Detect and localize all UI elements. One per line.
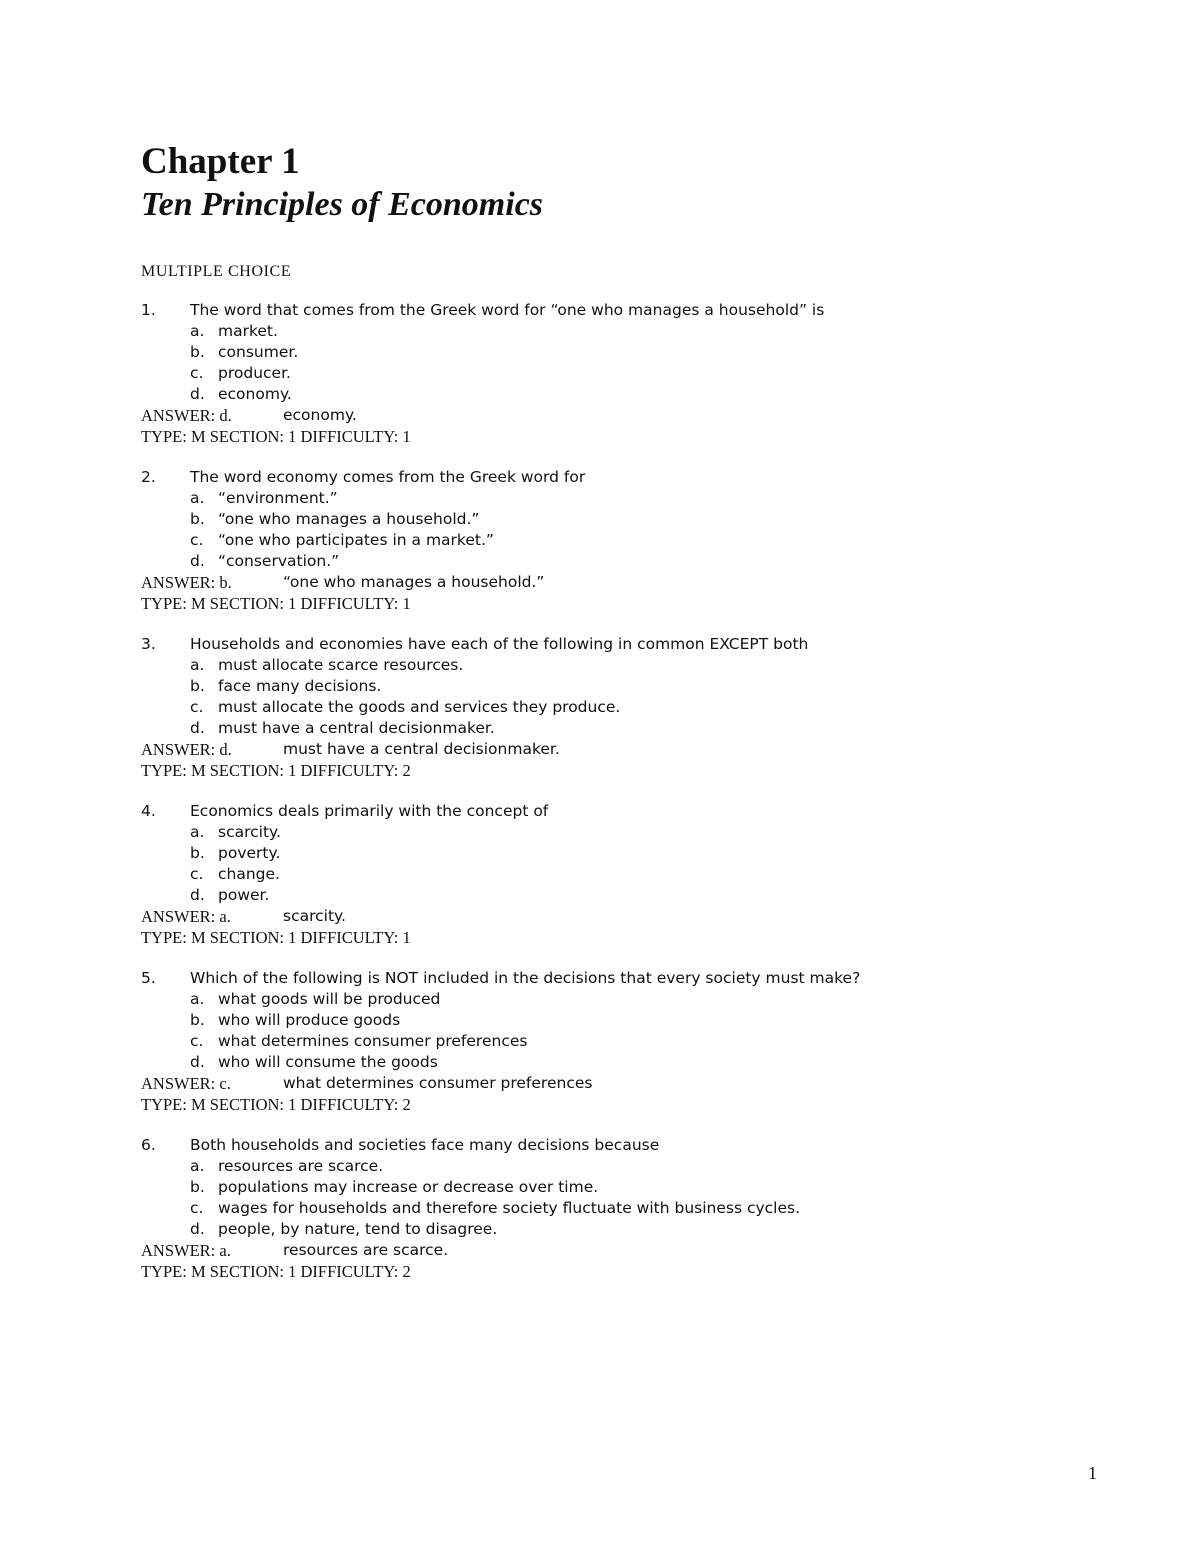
option-letter: a. [190, 489, 205, 507]
option-text: must allocate scarce resources. [218, 656, 464, 674]
option-letter: a. [190, 656, 205, 674]
type-line: TYPE: M SECTION: 1 DIFFICULTY: 2 [141, 1095, 411, 1114]
option-a [141, 1156, 1041, 1177]
answer-text: must have a central decisionmaker. [283, 740, 560, 758]
answer-label: ANSWER: d. [141, 740, 232, 759]
option-d [141, 1219, 1041, 1240]
option-c [141, 697, 1041, 718]
question-stem: Which of the following is NOT included in the decisions that every society must make? [190, 969, 861, 987]
option-text: power. [218, 886, 270, 904]
question-stem-line [141, 634, 1041, 655]
option-text: what goods will be produced [218, 990, 441, 1008]
option-text: must allocate the goods and services they produce. [218, 698, 621, 716]
question-number: 3. [141, 635, 156, 653]
type-line: TYPE: M SECTION: 1 DIFFICULTY: 2 [141, 761, 411, 780]
option-letter: b. [190, 677, 205, 695]
question-2 [141, 467, 1041, 614]
question-4 [141, 801, 1041, 948]
option-text: “environment.” [218, 489, 338, 507]
option-c [141, 1031, 1041, 1052]
option-text: consumer. [218, 343, 299, 361]
answer-line [141, 906, 1041, 927]
question-number: 5. [141, 969, 156, 987]
chapter-title: Chapter 1 [141, 141, 300, 182]
option-b [141, 676, 1041, 697]
section-heading: MULTIPLE CHOICE [141, 263, 292, 280]
option-letter: b. [190, 1011, 205, 1029]
option-d [141, 551, 1041, 572]
question-6 [141, 1135, 1041, 1282]
option-a [141, 321, 1041, 342]
option-text: “one who participates in a market.” [218, 531, 494, 549]
option-text: change. [218, 865, 280, 883]
question-stem: Households and economies have each of the following in common EXCEPT both [190, 635, 809, 653]
chapter-subtitle: Ten Principles of Economics [141, 186, 544, 223]
answer-text: “one who manages a household.” [283, 573, 545, 591]
option-letter: a. [190, 823, 205, 841]
page-number: 1 [1088, 1463, 1097, 1483]
type-line: TYPE: M SECTION: 1 DIFFICULTY: 1 [141, 427, 411, 446]
option-text: face many decisions. [218, 677, 382, 695]
option-letter: c. [190, 865, 204, 883]
question-stem-line [141, 467, 1041, 488]
option-a [141, 989, 1041, 1010]
option-text: resources are scarce. [218, 1157, 384, 1175]
option-letter: a. [190, 322, 205, 340]
option-text: poverty. [218, 844, 281, 862]
question-stem: Both households and societies face many decisions because [190, 1136, 660, 1154]
option-letter: b. [190, 1178, 205, 1196]
option-b [141, 843, 1041, 864]
answer-line [141, 405, 1041, 426]
option-d [141, 384, 1041, 405]
option-letter: a. [190, 990, 205, 1008]
question-stem: The word economy comes from the Greek word for [190, 468, 586, 486]
answer-line [141, 1240, 1041, 1261]
answer-line [141, 739, 1041, 760]
option-d [141, 1052, 1041, 1073]
question-5 [141, 968, 1041, 1115]
option-c [141, 530, 1041, 551]
option-text: producer. [218, 364, 291, 382]
question-stem-line [141, 1135, 1041, 1156]
option-d [141, 718, 1041, 739]
option-text: must have a central decisionmaker. [218, 719, 495, 737]
answer-label: ANSWER: d. [141, 406, 232, 425]
option-text: market. [218, 322, 278, 340]
type-line: TYPE: M SECTION: 1 DIFFICULTY: 2 [141, 1262, 411, 1281]
answer-text: economy. [283, 406, 357, 424]
answer-label: ANSWER: a. [141, 907, 231, 926]
option-a [141, 488, 1041, 509]
option-letter: c. [190, 698, 204, 716]
option-text: people, by nature, tend to disagree. [218, 1220, 498, 1238]
option-letter: d. [190, 1053, 205, 1071]
answer-line [141, 1073, 1041, 1094]
option-letter: d. [190, 385, 205, 403]
option-a [141, 822, 1041, 843]
option-letter: c. [190, 1032, 204, 1050]
option-letter: b. [190, 343, 205, 361]
answer-label: ANSWER: b. [141, 573, 232, 592]
option-d [141, 885, 1041, 906]
option-text: wages for households and therefore society fluctuate with business cycles. [218, 1199, 801, 1217]
option-letter: d. [190, 552, 205, 570]
option-letter: c. [190, 364, 204, 382]
option-b [141, 1177, 1041, 1198]
option-text: “conservation.” [218, 552, 340, 570]
question-list [141, 300, 1041, 1302]
option-letter: c. [190, 1199, 204, 1217]
option-text: who will produce goods [218, 1011, 401, 1029]
question-stem: Economics deals primarily with the concept of [190, 802, 549, 820]
option-letter: b. [190, 510, 205, 528]
question-number: 4. [141, 802, 156, 820]
option-a [141, 655, 1041, 676]
question-stem-line [141, 968, 1041, 989]
option-letter: c. [190, 531, 204, 549]
option-b [141, 509, 1041, 530]
question-number: 2. [141, 468, 156, 486]
option-c [141, 1198, 1041, 1219]
option-text: who will consume the goods [218, 1053, 438, 1071]
question-stem-line [141, 300, 1041, 321]
question-stem: The word that comes from the Greek word for “one who manages a household” is [190, 301, 825, 319]
option-text: economy. [218, 385, 292, 403]
option-text: populations may increase or decrease over time. [218, 1178, 599, 1196]
option-text: scarcity. [218, 823, 281, 841]
answer-label: ANSWER: c. [141, 1074, 231, 1093]
option-letter: a. [190, 1157, 205, 1175]
option-letter: d. [190, 719, 205, 737]
option-b [141, 342, 1041, 363]
option-text: “one who manages a household.” [218, 510, 480, 528]
option-c [141, 864, 1041, 885]
question-number: 1. [141, 301, 156, 319]
question-1 [141, 300, 1041, 447]
answer-text: scarcity. [283, 907, 346, 925]
answer-label: ANSWER: a. [141, 1241, 231, 1260]
option-letter: b. [190, 844, 205, 862]
type-line: TYPE: M SECTION: 1 DIFFICULTY: 1 [141, 594, 411, 613]
option-text: what determines consumer preferences [218, 1032, 528, 1050]
question-number: 6. [141, 1136, 156, 1154]
answer-line [141, 572, 1041, 593]
option-letter: d. [190, 1220, 205, 1238]
option-b [141, 1010, 1041, 1031]
answer-text: resources are scarce. [283, 1241, 449, 1259]
question-stem-line [141, 801, 1041, 822]
option-c [141, 363, 1041, 384]
question-3 [141, 634, 1041, 781]
type-line: TYPE: M SECTION: 1 DIFFICULTY: 1 [141, 928, 411, 947]
option-letter: d. [190, 886, 205, 904]
answer-text: what determines consumer preferences [283, 1074, 593, 1092]
